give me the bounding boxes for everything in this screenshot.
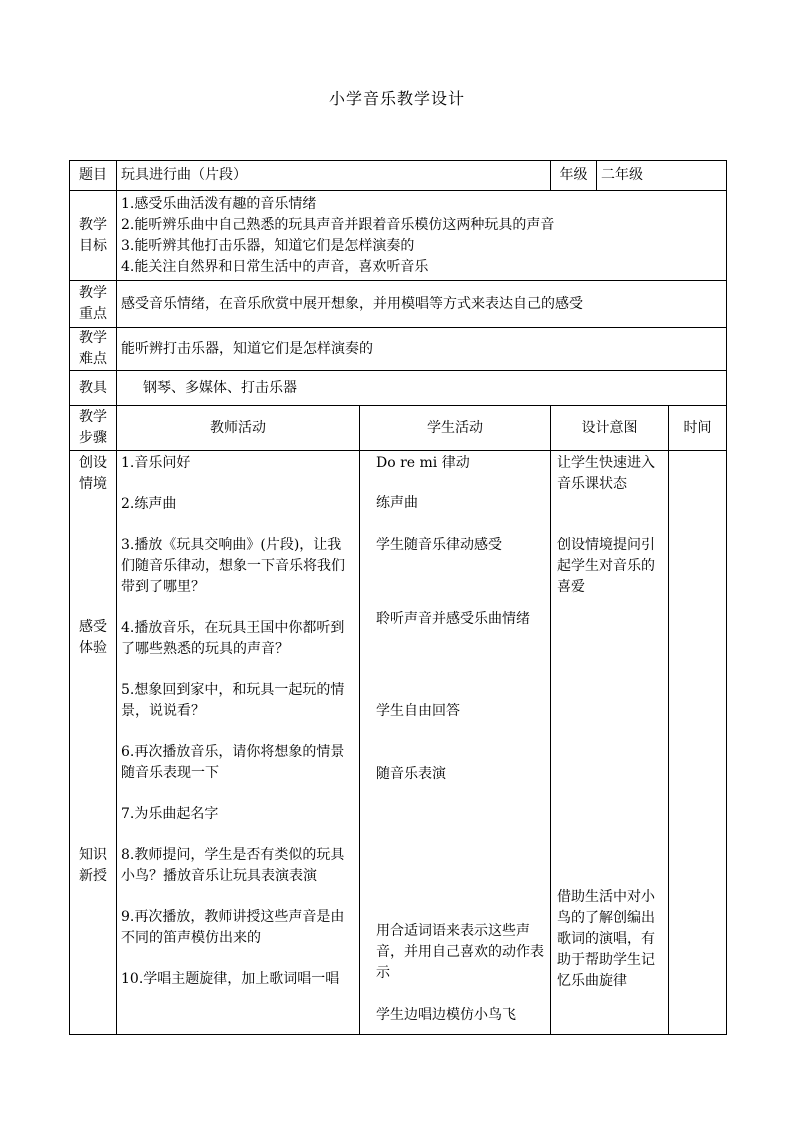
- time-column: [669, 451, 727, 1035]
- difficulty-row: [70, 328, 727, 371]
- document-title: 小学音乐教学设计: [328, 89, 465, 108]
- teacher-activity: 10.学唱主题旋律，加上歌词唱一唱: [121, 971, 340, 987]
- steps-header-row: [70, 406, 727, 451]
- lesson-plan-table: [69, 160, 727, 1035]
- stage-column: [70, 451, 117, 1035]
- student-activity: 用合适词语来表示这些声音，并用自己喜欢的动作表示: [376, 923, 544, 981]
- topic-row: [70, 161, 727, 191]
- stage-label: 感受体验: [79, 619, 107, 656]
- teacher-activity: 9.再次播放，教师讲授这些声音是由不同的笛声模仿出来的: [121, 909, 345, 946]
- keypoint-label: 教学重点: [70, 281, 117, 328]
- design-intent: 借助生活中对小鸟的了解创编出歌词的演唱，有助于帮助学生记忆乐曲旋律: [557, 889, 655, 989]
- student-activity: 学生自由回答: [376, 703, 460, 719]
- tools-value: 钢琴、多媒体、打击乐器: [117, 371, 727, 406]
- difficulty-label: 教学难点: [70, 328, 117, 371]
- student-activity: 学生边唱边模仿小鸟飞: [376, 1007, 516, 1023]
- goals-label: 教学目标: [70, 191, 117, 281]
- difficulty-value: 能听辨打击乐器，知道它们是怎样演奏的: [117, 328, 727, 371]
- teacher-activity: 3.播放《玩具交响曲》(片段)，让我们随音乐律动，想象一下音乐将我们带到了哪里？: [121, 537, 345, 595]
- grade-value: 二年级: [597, 161, 727, 191]
- student-activities: [360, 451, 551, 1035]
- student-activity: 随音乐表演: [376, 766, 446, 782]
- teacher-activity: 7.为乐曲起名字: [121, 806, 219, 822]
- design-intent: 创设情境提问引起学生对音乐的喜爱: [557, 537, 655, 595]
- teacher-activity: 6.再次播放音乐，请你将想象的情景随音乐表现一下: [121, 744, 345, 781]
- teacher-header: 教师活动: [117, 406, 360, 451]
- steps-header: 教学步骤: [70, 406, 117, 451]
- student-header: 学生活动: [360, 406, 551, 451]
- teacher-activity: 8.教师提问，学生是否有类似的玩具小鸟？播放音乐让玩具表演表演: [121, 847, 345, 884]
- stage-label: 知识新授: [79, 847, 107, 884]
- design-intents: [551, 451, 669, 1035]
- keypoint-value: 感受音乐情绪，在音乐欣赏中展开想象，并用模唱等方式来表达自己的感受: [117, 281, 727, 328]
- teacher-activity: 1.音乐问好: [121, 455, 191, 471]
- teacher-activity: 5.想象回到家中，和玩具一起玩的情景，说说看？: [121, 682, 345, 719]
- topic-value: 玩具进行曲（片段）: [117, 161, 551, 191]
- student-activity: 学生随音乐律动感受: [376, 537, 502, 553]
- keypoint-row: [70, 281, 727, 328]
- student-activity: 聆听声音并感受乐曲情绪: [376, 611, 530, 627]
- time-header: 时间: [669, 406, 727, 451]
- tools-row: [70, 371, 727, 406]
- stage-label: 创设情境: [79, 455, 107, 492]
- goal-item: 3.能听辨其他打击乐器，知道它们是怎样演奏的: [121, 237, 415, 254]
- student-activity: Do re mi 律动: [376, 455, 470, 471]
- topic-label: 题目: [70, 161, 117, 191]
- goal-item: 2.能听辨乐曲中自己熟悉的玩具声音并跟着音乐模仿这两种玩具的声音: [121, 216, 555, 233]
- tools-label: 教具: [70, 371, 117, 406]
- goals-row: [70, 191, 727, 281]
- teacher-activity: 2.练声曲: [121, 496, 177, 512]
- grade-label: 年级: [551, 161, 597, 191]
- goals-list: [117, 191, 727, 281]
- goal-item: 1.感受乐曲活泼有趣的音乐情绪: [121, 195, 317, 212]
- goal-item: 4.能关注自然界和日常生活中的声音，喜欢听音乐: [121, 258, 429, 275]
- design-intent: 让学生快速进入音乐课状态: [557, 455, 655, 492]
- intent-header: 设计意图: [551, 406, 669, 451]
- teacher-activity: 4.播放音乐，在玩具王国中你都听到了哪些熟悉的玩具的声音？: [121, 620, 345, 657]
- teacher-activities: [117, 451, 360, 1035]
- steps-body-row: [70, 451, 727, 1035]
- student-activity: 练声曲: [376, 495, 418, 511]
